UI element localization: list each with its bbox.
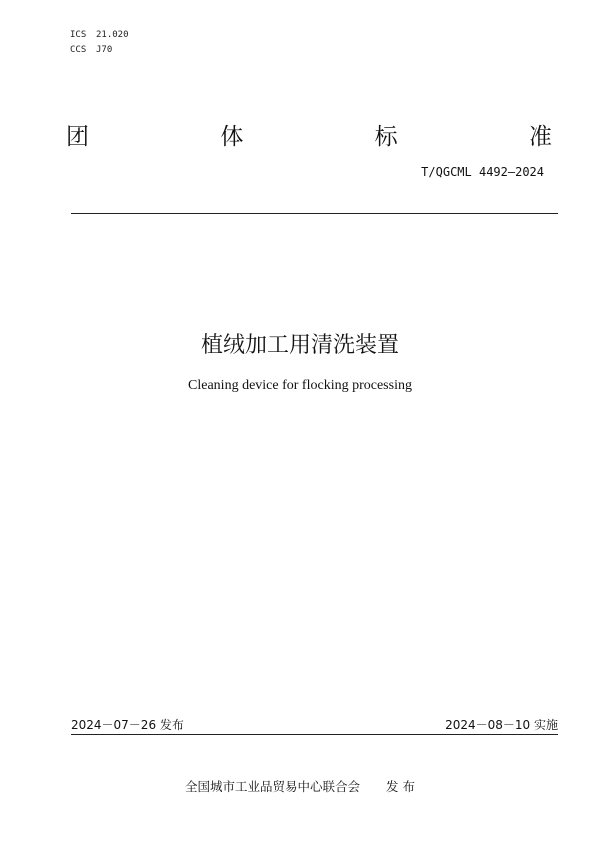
implement-date: 2024－08－10 实施	[445, 718, 558, 732]
heading-char: 标	[374, 124, 398, 150]
publisher-action: 发 布	[386, 779, 415, 794]
standard-type-heading	[66, 118, 552, 148]
standard-number: T/QGCML 4492—2024	[421, 165, 544, 179]
bottom-divider	[71, 734, 558, 735]
ics-label: ICS	[70, 30, 87, 40]
ccs-code	[70, 45, 112, 55]
issue-date: 2024－07－26 发布	[71, 718, 184, 732]
ccs-value: J70	[96, 45, 113, 55]
ics-value: 21.020	[96, 30, 129, 40]
heading-char: 准	[528, 124, 552, 150]
heading-char: 体	[220, 124, 244, 150]
publisher-name: 全国城市工业品贸易中心联合会	[185, 779, 361, 794]
top-divider	[71, 213, 558, 214]
title-chinese: 植绒加工用清洗装置	[200, 333, 399, 358]
ics-code	[70, 30, 129, 40]
title-english: Cleaning device for flocking processing	[188, 378, 412, 393]
heading-char: 团	[66, 124, 89, 150]
publisher-line	[0, 777, 600, 795]
ccs-label: CCS	[70, 45, 87, 55]
